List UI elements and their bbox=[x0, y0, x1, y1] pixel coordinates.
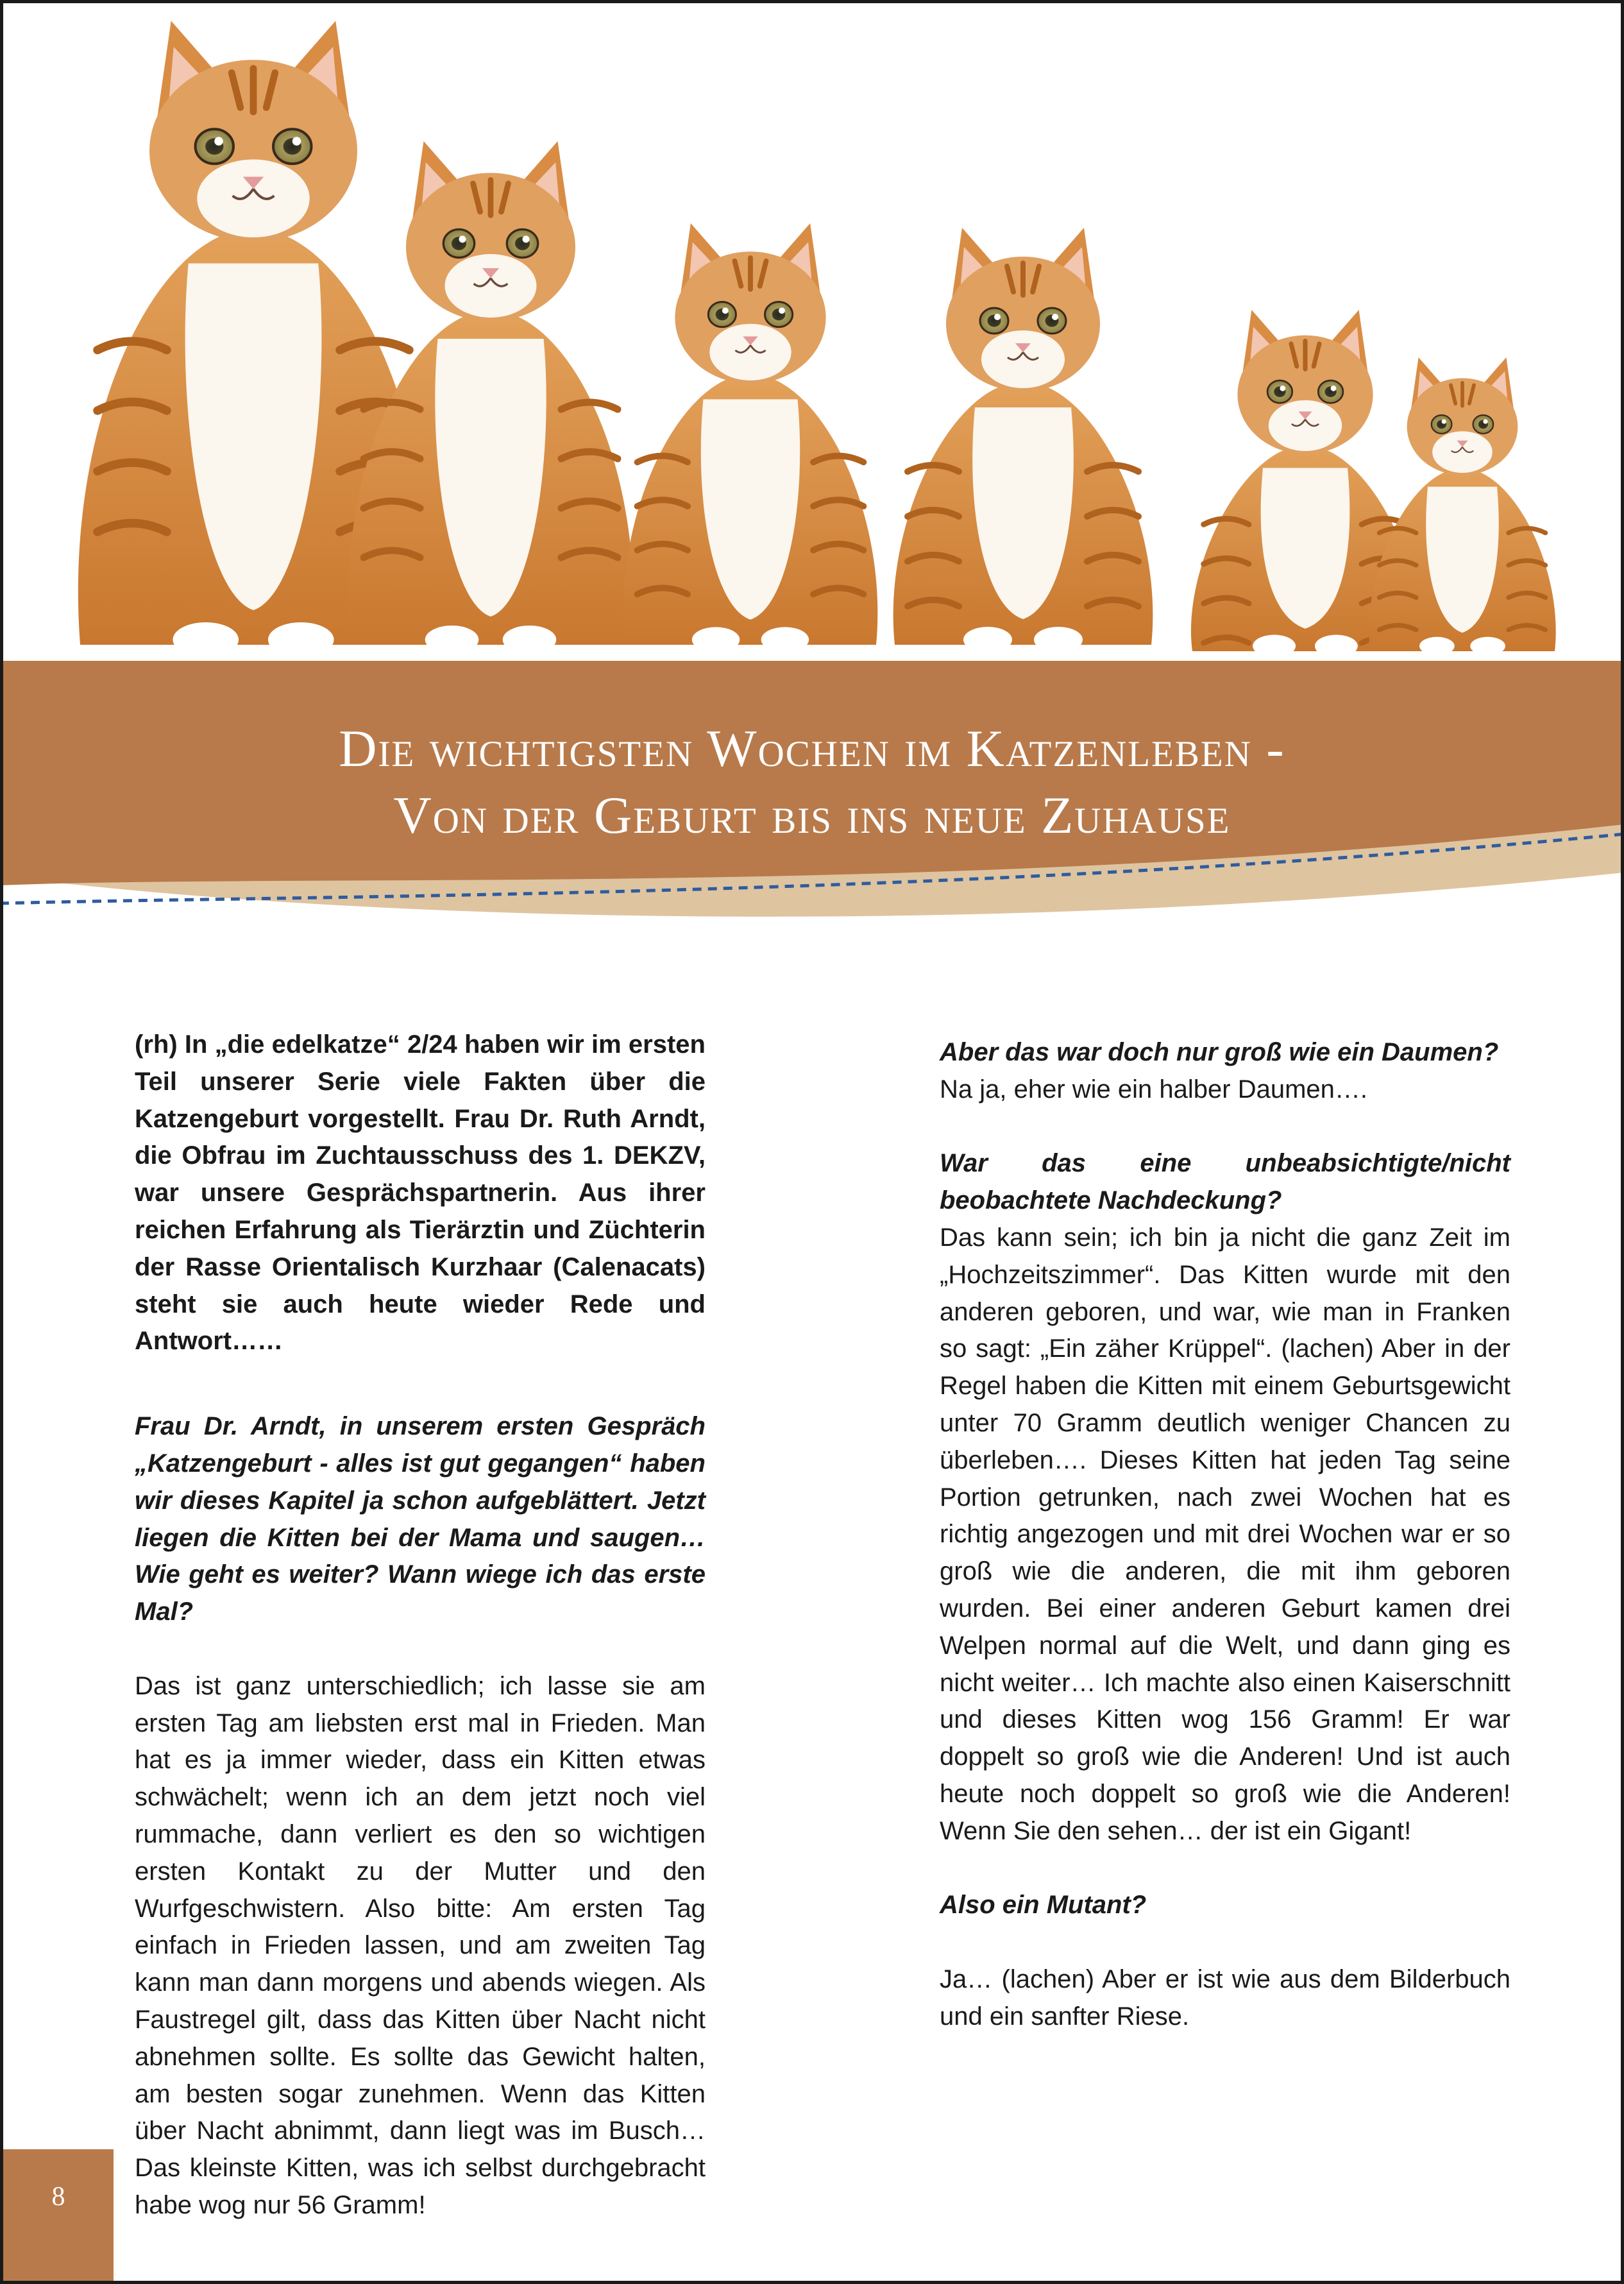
question-1: Frau Dr. Arndt, in unserem ersten Gespräch „Katzengeburt - alles ist gut gegangen“ haben wir dieses Kapitel ja schon aufgeblättert. Jetzt liegen die Kitten bei der Mama und saugen… Wie geht es weiter? Wann wiege ich das erste Mal? bbox=[135, 1412, 706, 1626]
title-line-1: Die wichtigsten Wochen im Katzenleben - bbox=[339, 719, 1285, 778]
question-2: Aber das war doch nur groß wie ein Daumen? bbox=[940, 1038, 1499, 1066]
question-4: Also ein Mutant? bbox=[940, 1891, 1147, 1920]
intro-paragraph: (rh) In „die edelkatze“ 2/24 haben wir im ersten Teil unserer Serie viele Fakten über die Katzengeburt vorgestellt. Frau Dr. Ruth Arndt, die Obfrau im Zuchtausschuss des 1. DEKZV, war unsere Gesprächspartnerin. Aus ihrer reichen Erfahrung als Tierärztin und Züchterin der Rasse Orientalisch Kurzhaar (Calenacats) steht sie auch heute wieder Rede und Antwort…… bbox=[135, 1030, 706, 1356]
answer-4: Ja… (lachen) Aber er ist wie aus dem Bilderbuch und ein sanfter Riese. bbox=[940, 1964, 1510, 2031]
question-3: War das eine unbeabsichtigte/nicht beobachtete Nachdeckung? bbox=[940, 1149, 1510, 1215]
page-number: 8 bbox=[51, 2182, 65, 2212]
title-line-2: Von der Geburt bis ins neue Zuhause bbox=[393, 786, 1231, 844]
answer-1: Das ist ganz unterschiedlich; ich lasse sie am ersten Tag am liebsten erst mal in Frieden. Man hat es ja immer wieder, dass ein Kitten etwas schwächelt; wenn ich an dem jetzt noch viel rummache, dann verliert es den so wichtigen ersten Kontakt zu der Mutter und den Wurfgeschwistern. Also bitte: Am ersten Tag einfach in Frieden lassen, und am zweiten Tag kann man dann morgens und abends wiegen. Als Faustregel gilt, dass das Kitten über Nacht nicht abnehmen sollte. Es sollte das Gewicht halten, am besten sogar zunehmen. Wenn das Kitten über Nacht abnimmt, dann liegt was im Busch… Das kleinste Kitten, was ich selbst durchgebracht habe wog nur 56 Gramm! bbox=[135, 1671, 706, 2219]
answer-3: Das kann sein; ich bin ja nicht die ganz Zeit im „Hochzeitszimmer“. Das Kitten wurde mit den anderen geboren, und war, wie man in Franken so sagt: „Ein zäher Krüppel“. (lachen) Aber in der Regel haben die Kitten mit einem Geburtsgewicht unter 70 Gramm deutlich weniger Chancen zu überleben…. Dieses Kitten hat jeden Tag seine Portion getrunken, nach zwei Wochen hat es richtig angezogen und mit drei Wochen war er so groß wie die anderen, die mit ihm geboren wurden. Bei einer anderen Geburt kamen drei Welpen normal auf die Welt, und dann ging es nicht weiter… Ich machte also einen Kaiserschnitt und dieses Kitten wog 156 Gramm! Er war doppelt so groß wie die Anderen! Und ist auch heute noch doppelt so groß wie die Anderen! Wenn Sie den sehen… der ist ein Gigant! bbox=[940, 1223, 1510, 1845]
answer-2: Na ja, eher wie ein halber Daumen…. bbox=[940, 1075, 1368, 1104]
